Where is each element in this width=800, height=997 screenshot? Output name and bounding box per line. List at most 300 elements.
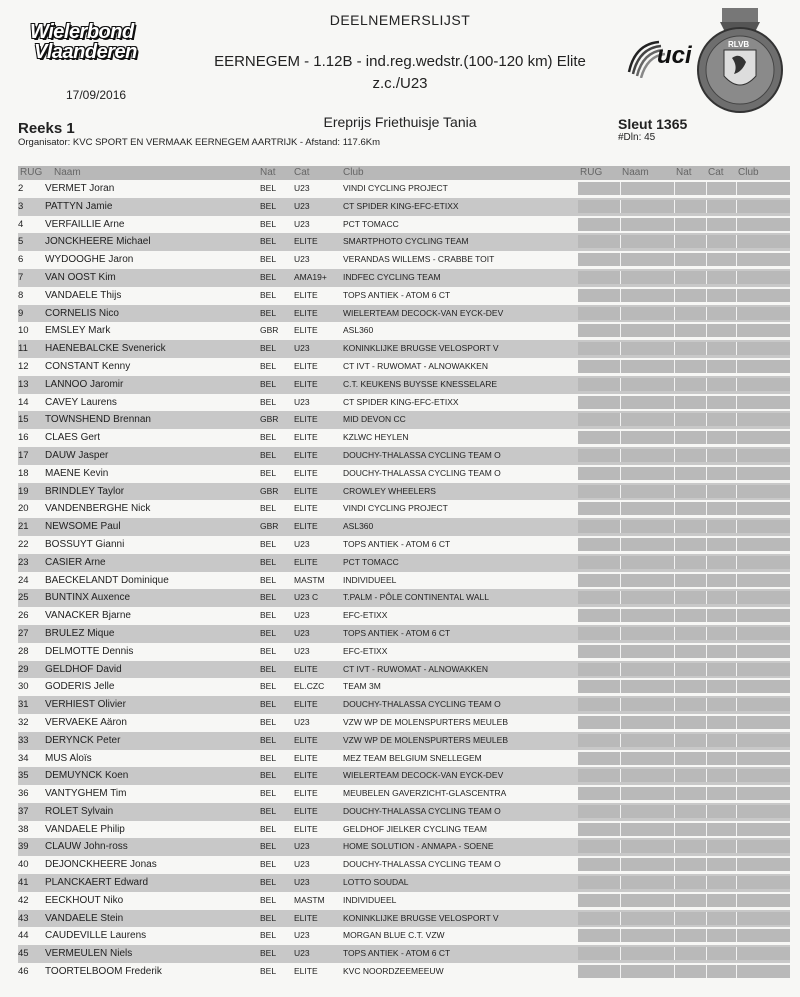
empty-second-column-cells [578,663,790,676]
cell-cat: U23 [294,218,310,229]
cell-divider [736,467,737,480]
table-row [18,750,790,768]
cell-naam: CORNELIS Nico [45,307,119,319]
cell-divider [736,502,737,515]
empty-second-column-cells [578,716,790,729]
cell-naam: EMSLEY Mark [45,325,111,337]
empty-second-column-cells [578,200,790,213]
cell-club: CT IVT - RUWOMAT - ALNOWAKKEN [343,663,488,674]
cell-divider [674,520,675,533]
cell-cat: ELITE [294,663,318,674]
cell-club: VINDI CYCLING PROJECT [343,183,448,193]
empty-second-column-cells [578,965,790,978]
cell-divider [736,449,737,462]
cell-cat: U23 [294,396,310,407]
table-row [18,714,790,732]
cell-nat: BEL [260,912,277,923]
cell-rug: 35 [18,770,29,782]
empty-second-column-cells [578,324,790,337]
cell-divider [674,805,675,818]
cell-divider [736,752,737,765]
cell-rug: 22 [18,538,29,550]
empty-second-column-cells [578,520,790,533]
empty-second-column-cells [578,467,790,480]
cell-naam: BRINDLEY Taylor [45,485,125,497]
empty-second-column-cells [578,680,790,693]
cell-nat: BEL [260,734,277,745]
cell-divider [620,716,621,729]
cell-divider [706,218,707,231]
cell-divider [736,289,737,302]
table-row [18,927,790,945]
cell-divider [736,787,737,800]
cell-nat: BEL [260,378,277,389]
rlvb-crest-icon [694,6,786,116]
cell-cat: EL.CZC [294,681,325,692]
cell-rug: 32 [18,716,29,728]
table-row [18,180,790,198]
race-name [190,51,610,95]
cell-divider [736,947,737,960]
cell-rug: 16 [18,432,29,444]
cell-divider [620,965,621,978]
cell-rug: 39 [18,841,29,853]
cell-divider [620,858,621,871]
cell-divider [706,200,707,213]
cell-cat: AMA19+ [294,271,327,282]
cell-nat: GBR [260,521,279,532]
cell-naam: VERMEULEN Niels [45,948,133,960]
cell-divider [620,627,621,640]
cell-club: DOUCHY-THALASSA CYCLING TEAM O [343,467,501,478]
cell-naam: PLANCKAERT Edward [45,877,149,889]
table-row [18,945,790,963]
cell-divider [674,200,675,213]
cell-rug: 33 [18,734,29,746]
cell-divider [674,342,675,355]
cell-naam: BAECKELANDT Dominique [45,574,169,586]
table-row [18,376,790,394]
cell-nat: BEL [260,307,277,318]
cell-divider [706,609,707,622]
column-header-naam-2: Naam [622,167,649,178]
cell-nat: BEL [260,966,277,977]
cell-naam: CLAES Gert [45,432,101,444]
cell-club: ASL360 [343,521,374,532]
empty-second-column-cells [578,645,790,658]
cell-divider [620,307,621,320]
cell-cat: MASTM [294,894,325,905]
cell-club: INDFEC CYCLING TEAM [343,271,441,282]
cell-rug: 6 [18,254,24,266]
table-row [18,589,790,607]
cell-divider [674,485,675,498]
cell-nat: BEL [260,752,277,763]
cell-divider [620,235,621,248]
cell-rug: 42 [18,894,29,906]
cell-club: MORGAN BLUE C.T. VZW [343,930,445,941]
cell-divider [736,929,737,942]
cell-rug: 15 [18,414,29,426]
cell-naam: CAUDEVILLE Laurens [45,930,147,942]
table-row [18,287,790,305]
cell-nat: BEL [260,467,277,478]
cell-divider [706,787,707,800]
cell-divider [674,876,675,889]
cell-club: VERANDAS WILLEMS - CRABBE TOIT [343,254,495,265]
table-row [18,803,790,821]
table-row [18,821,790,839]
cell-club: DOUCHY-THALASSA CYCLING TEAM O [343,699,501,710]
cell-nat: BEL [260,556,277,567]
cell-club: TOPS ANTIEK - ATOM 6 CT [343,538,451,549]
cell-rug: 3 [18,200,24,212]
cell-divider [706,413,707,426]
cell-rug: 5 [18,236,24,248]
cell-club: EFC-ETIXX [343,610,388,621]
empty-second-column-cells [578,574,790,587]
cell-naam: CASIER Arne [45,556,106,568]
cell-divider [736,378,737,391]
cell-naam: DELMOTTE Dennis [45,645,134,657]
cell-divider [706,627,707,640]
table-row [18,643,790,661]
cell-nat: BEL [260,360,277,371]
document-title: DEELNEMERSLIJST [329,12,471,28]
column-header-naam: Naam [54,167,81,178]
empty-second-column-cells [578,413,790,426]
table-row [18,198,790,216]
cell-divider [620,876,621,889]
rlvb-crest-label: RLVB [728,40,750,49]
table-row [18,465,790,483]
cell-divider [674,912,675,925]
cell-divider [706,502,707,515]
cell-nat: BEL [260,627,277,638]
cell-divider [620,929,621,942]
cell-rug: 8 [18,289,24,301]
cell-divider [620,912,621,925]
organizer-info: Organisator: KVC SPORT EN VERMAAK EERNEGEM AARTRIJK - Afstand: 117.6Km [18,137,381,148]
cell-club: KONINKLIJKE BRUGSE VELOSPORT V [343,343,499,354]
cell-naam: MAENE Kevin [45,467,109,479]
cell-divider [706,645,707,658]
cell-cat: ELITE [294,734,318,745]
cell-naam: DEMUYNCK Koen [45,770,129,782]
table-row [18,732,790,750]
cell-cat: MASTM [294,574,325,585]
table-row [18,678,790,696]
cell-divider [620,360,621,373]
empty-second-column-cells [578,556,790,569]
cell-divider [620,645,621,658]
table-row [18,269,790,287]
cell-divider [706,342,707,355]
cell-cat: U23 [294,948,310,959]
cell-rug: 12 [18,360,29,372]
empty-second-column-cells [578,235,790,248]
empty-second-column-cells [578,912,790,925]
uci-logo-text: uci [657,42,692,69]
empty-second-column-cells [578,378,790,391]
empty-second-column-cells [578,182,790,195]
cell-cat: ELITE [294,556,318,567]
cell-rug: 26 [18,610,29,622]
empty-second-column-cells [578,538,790,551]
column-header-rug: RUG [20,167,43,178]
cell-divider [674,823,675,836]
cell-cat: U23 [294,841,310,852]
cell-divider [674,840,675,853]
column-header-rug-2: RUG [580,167,603,178]
cell-divider [620,840,621,853]
cell-club: T.PALM - PÔLE CONTINENTAL WALL [343,592,489,603]
cell-divider [706,591,707,604]
cell-rug: 24 [18,574,29,586]
cell-club: MEUBELEN GAVERZICHT-GLASCENTRA [343,788,507,799]
cell-divider [706,182,707,195]
logo-line-1: Wielerbond [30,21,134,43]
cell-club: WIELERTEAM DECOCK-VAN EYCK-DEV [343,307,504,318]
cell-club: INDIVIDUEEL [343,574,397,585]
cell-naam: BRULEZ Mique [45,627,115,639]
cell-rug: 43 [18,912,29,924]
cell-divider [674,858,675,871]
cell-divider [736,556,737,569]
table-row [18,411,790,429]
cell-rug: 25 [18,592,29,604]
cell-divider [706,289,707,302]
cell-divider [706,698,707,711]
cell-rug: 7 [18,271,24,283]
cell-divider [674,413,675,426]
column-header-nat-2: Nat [676,167,692,178]
table-row [18,536,790,554]
cell-club: TEAM 3M [343,681,381,692]
empty-second-column-cells [578,876,790,889]
table-row [18,518,790,536]
cell-nat: BEL [260,645,277,656]
table-row [18,233,790,251]
cell-naam: MUS Aloïs [45,752,92,764]
empty-second-column-cells [578,823,790,836]
cell-divider [620,591,621,604]
cell-divider [674,947,675,960]
cell-rug: 46 [18,966,29,978]
cell-divider [736,627,737,640]
cell-divider [620,271,621,284]
cell-divider [674,378,675,391]
empty-second-column-cells [578,609,790,622]
cell-divider [706,823,707,836]
cell-naam: GODERIS Jelle [45,681,115,693]
cell-cat: ELITE [294,788,318,799]
cell-naam: VANTYGHEM Tim [45,788,127,800]
cell-club: CROWLEY WHEELERS [343,485,436,496]
cell-nat: GBR [260,414,279,425]
cell-divider [706,929,707,942]
cell-rug: 31 [18,699,29,711]
cell-divider [736,858,737,871]
cell-cat: ELITE [294,823,318,834]
table-row [18,483,790,501]
cell-divider [620,218,621,231]
cell-cat: ELITE [294,360,318,371]
cell-divider [706,805,707,818]
cell-divider [674,449,675,462]
cell-rug: 37 [18,805,29,817]
cell-nat: BEL [260,200,277,211]
cell-naam: VERHIEST Olivier [45,699,126,711]
cell-divider [736,396,737,409]
cell-divider [706,235,707,248]
cell-nat: GBR [260,325,279,336]
empty-second-column-cells [578,947,790,960]
cell-rug: 23 [18,556,29,568]
cell-nat: BEL [260,859,277,870]
cell-nat: BEL [260,770,277,781]
cell-divider [674,307,675,320]
cell-divider [674,289,675,302]
empty-second-column-cells [578,840,790,853]
cell-divider [674,235,675,248]
cell-divider [620,431,621,444]
cell-divider [674,769,675,782]
cell-divider [706,360,707,373]
cell-naam: CONSTANT Kenny [45,360,131,372]
cell-cat: U23 [294,538,310,549]
cell-rug: 28 [18,645,29,657]
cell-divider [674,734,675,747]
cell-divider [706,396,707,409]
cell-club: VZW WP DE MOLENSPURTERS MEULEB [343,734,508,745]
cell-divider [674,894,675,907]
cell-club: TOPS ANTIEK - ATOM 6 CT [343,289,451,300]
cell-naam: VANACKER Bjarne [45,610,131,622]
cell-divider [674,574,675,587]
series-label: Reeks 1 [18,120,75,137]
cell-club: PCT TOMACC [343,556,399,567]
cell-naam: JONCKHEERE Michael [45,236,151,248]
cell-divider [620,396,621,409]
cell-divider [620,253,621,266]
cell-naam: VANDENBERGHE Nick [45,503,151,515]
cell-divider [706,538,707,551]
cell-divider [620,485,621,498]
cell-rug: 41 [18,877,29,889]
empty-second-column-cells [578,271,790,284]
cell-divider [620,752,621,765]
cell-divider [736,307,737,320]
cell-divider [620,894,621,907]
column-header-cat-2: Cat [708,167,724,178]
cell-cat: ELITE [294,485,318,496]
cell-divider [736,912,737,925]
cell-divider [620,520,621,533]
empty-second-column-cells [578,396,790,409]
cell-cat: ELITE [294,449,318,460]
cell-divider [736,538,737,551]
table-row [18,910,790,928]
cell-cat: ELITE [294,467,318,478]
cell-divider [620,805,621,818]
cell-divider [706,556,707,569]
cell-divider [674,627,675,640]
cell-divider [620,823,621,836]
cell-club: GELDHOF JIELKER CYCLING TEAM [343,823,487,834]
cell-nat: BEL [260,289,277,300]
table-row [18,447,790,465]
empty-second-column-cells [578,449,790,462]
table-row [18,963,790,981]
document-date: 17/09/2016 [66,88,127,102]
cell-club: KONINKLIJKE BRUGSE VELOSPORT V [343,912,499,923]
cell-divider [706,253,707,266]
cell-divider [736,965,737,978]
cell-nat: BEL [260,183,277,193]
cell-divider [706,467,707,480]
cell-naam: BOSSUYT Gianni [45,538,125,550]
sponsor-prize: Ereprijs Friethuisje Tania [323,114,477,130]
cell-divider [736,235,737,248]
cell-nat: BEL [260,538,277,549]
cell-divider [674,965,675,978]
cell-divider [620,574,621,587]
cell-divider [674,787,675,800]
cell-divider [620,698,621,711]
cell-nat: BEL [260,716,277,727]
cell-cat: ELITE [294,770,318,781]
cell-divider [706,324,707,337]
cell-club: INDIVIDUEEL [343,894,397,905]
column-header-cat: Cat [294,167,310,178]
cell-naam: VAN OOST Kim [45,271,116,283]
cell-divider [736,698,737,711]
cell-club: KVC NOORDZEEMEEUW [343,966,444,977]
participant-count: #Dln: 45 [618,132,656,143]
cell-rug: 36 [18,788,29,800]
cell-rug: 18 [18,467,29,479]
cell-divider [736,680,737,693]
cell-divider [674,218,675,231]
cell-cat: U23 [294,877,310,888]
cell-nat: BEL [260,218,277,229]
cell-club: TOPS ANTIEK - ATOM 6 CT [343,627,451,638]
table-row [18,661,790,679]
cell-divider [736,734,737,747]
cell-nat: BEL [260,236,277,247]
cell-cat: U23 [294,254,310,265]
empty-second-column-cells [578,734,790,747]
cell-divider [736,324,737,337]
cell-divider [736,200,737,213]
cell-naam: DEJONCKHEERE Jonas [45,859,157,871]
cell-cat: U23 [294,183,310,193]
cell-divider [736,769,737,782]
cell-divider [674,591,675,604]
cell-divider [674,182,675,195]
cell-cat: ELITE [294,699,318,710]
empty-second-column-cells [578,591,790,604]
empty-second-column-cells [578,787,790,800]
cell-nat: BEL [260,396,277,407]
race-name-line-2: z.c./U23 [372,75,428,92]
cell-nat: BEL [260,574,277,585]
cell-nat: BEL [260,271,277,282]
empty-second-column-cells [578,289,790,302]
cell-divider [620,502,621,515]
cell-divider [674,609,675,622]
